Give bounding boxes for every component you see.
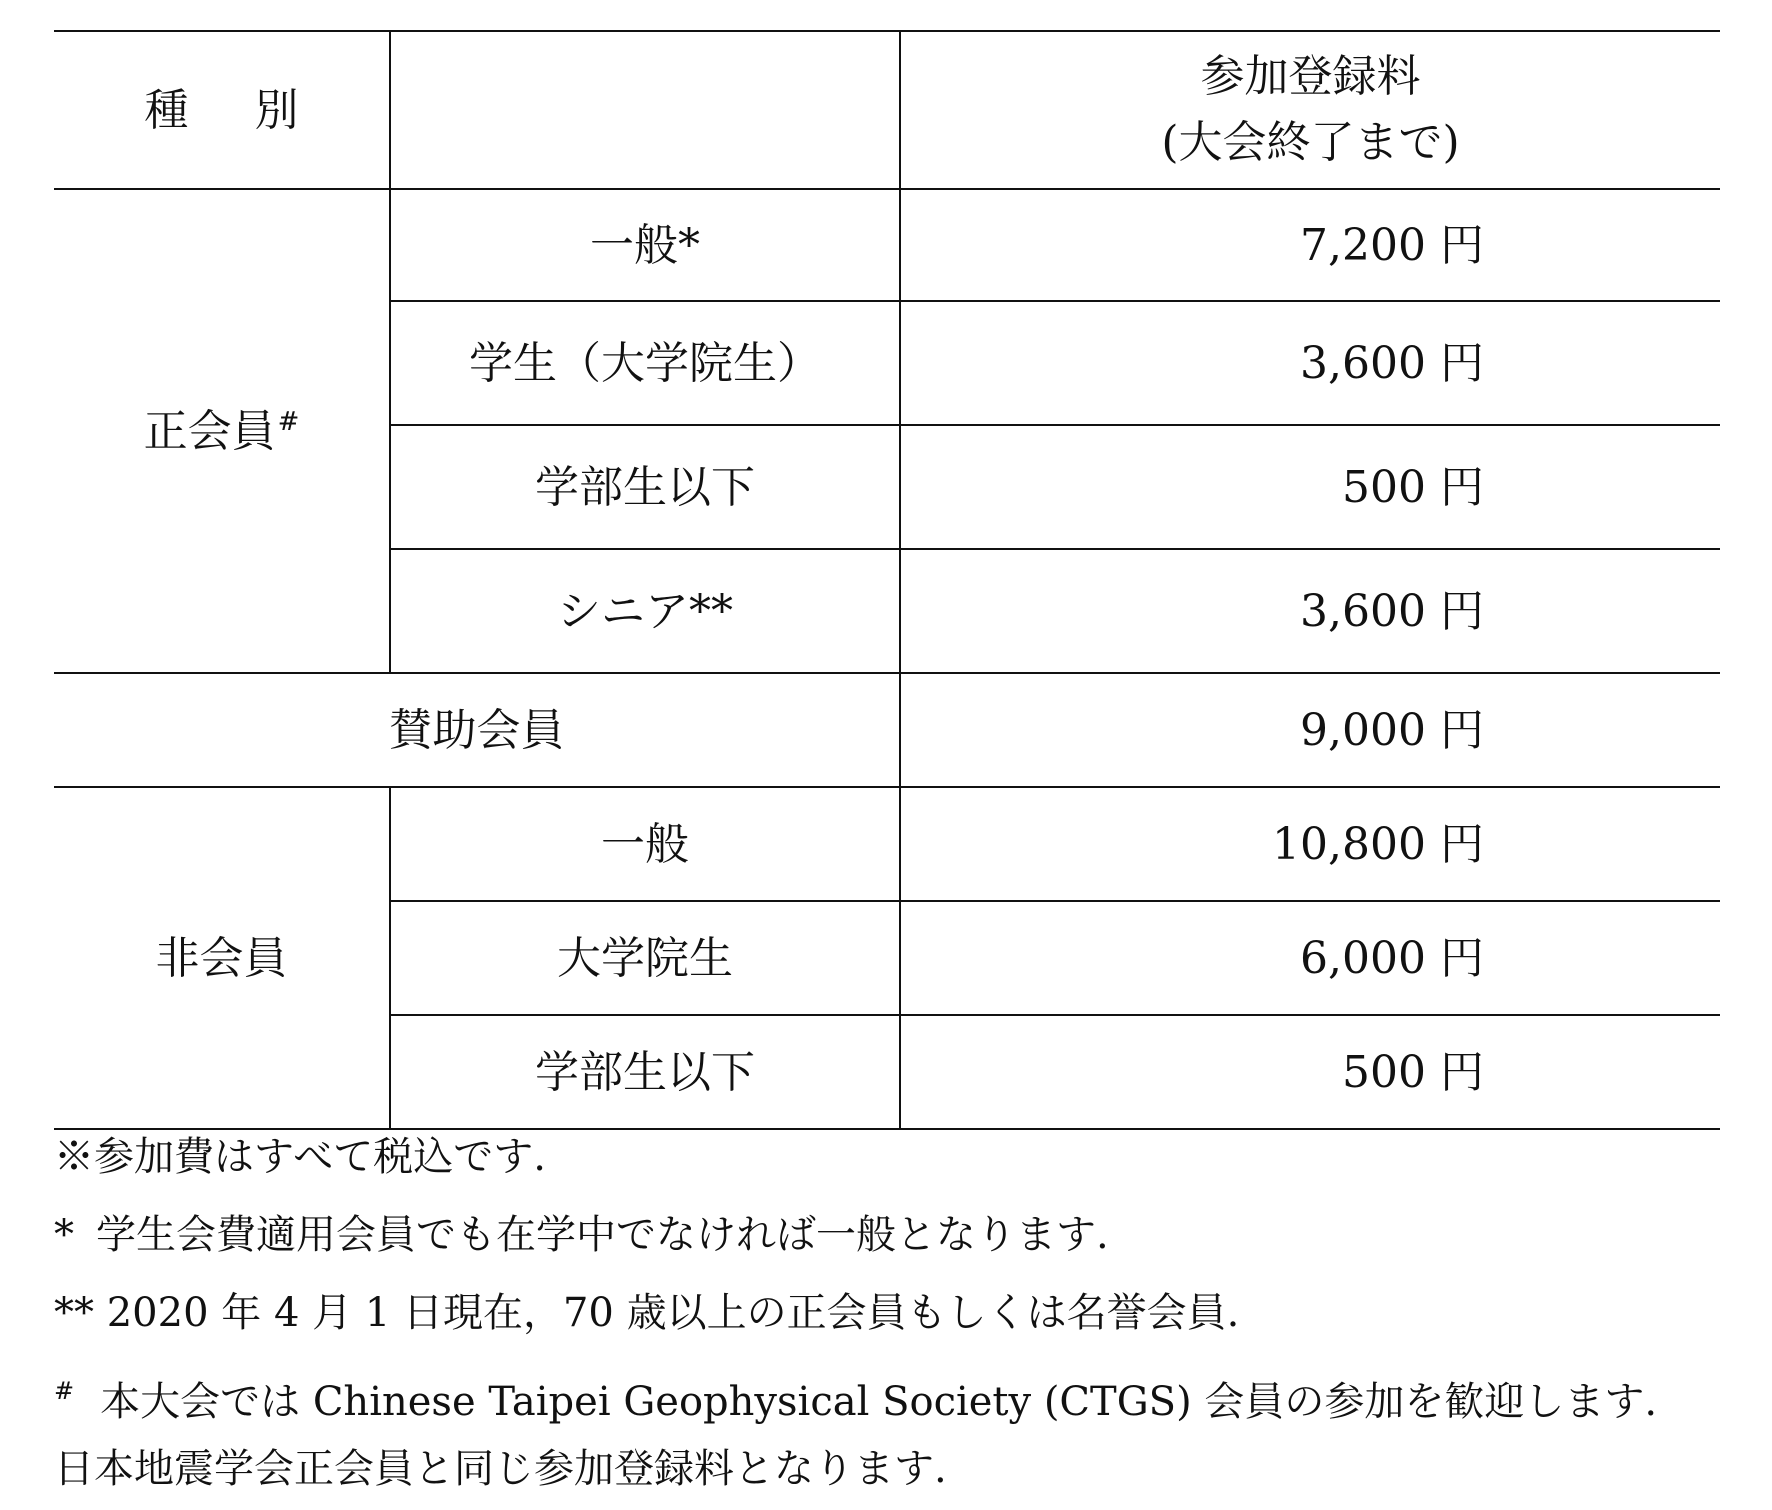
category-cell: 学生（大学院生） xyxy=(390,301,900,425)
regular-member-label-cell xyxy=(54,189,390,673)
kind-header-part2: 別 xyxy=(254,84,299,136)
fee-cell: 9,000 円 xyxy=(900,673,1720,787)
table-row xyxy=(54,189,1720,301)
note-general xyxy=(54,1196,1754,1274)
category-cell: 学部生以下 xyxy=(390,425,900,549)
table-row xyxy=(54,673,1720,787)
footnotes xyxy=(54,1118,1754,1508)
registration-fee-table xyxy=(54,30,1720,1130)
category-cell: 一般* xyxy=(390,189,900,301)
fee-cell: 500 円 xyxy=(900,1015,1720,1129)
category-cell: 一般 xyxy=(390,787,900,901)
note-tax: ※参加費はすべて税込です. xyxy=(54,1134,546,1180)
note-general-mark: * xyxy=(54,1212,74,1258)
fee-header-line2: (大会終了まで) xyxy=(1161,117,1460,168)
fee-header-line1: 参加登録料 xyxy=(1200,51,1421,102)
fee-cell: 500 円 xyxy=(900,425,1720,549)
category-cell: 大学院生 xyxy=(390,901,900,1015)
supporting-member-label: 賛助会員 xyxy=(54,673,900,787)
note-ctgs-text: 本大会では Chinese Taipei Geophysical Society (CTGS) 会員の参加を歓迎します. xyxy=(100,1379,1658,1425)
non-member-label: 非会員 xyxy=(54,787,390,1129)
category-cell: シニア** xyxy=(390,549,900,673)
fee-header-cell xyxy=(900,31,1720,189)
kind-header-cell xyxy=(54,31,390,189)
fee-cell: 7,200 円 xyxy=(900,189,1720,301)
fee-cell: 3,600 円 xyxy=(900,301,1720,425)
note-ctgs-mark: # xyxy=(54,1377,75,1405)
fee-cell: 6,000 円 xyxy=(900,901,1720,1015)
kind-header-part1: 種 xyxy=(144,84,189,136)
note-ctgs-continued: 日本地震学会正会員と同じ参加登録料となります. xyxy=(54,1446,947,1492)
regular-member-mark: # xyxy=(277,406,300,437)
note-ctgs xyxy=(54,1352,1754,1430)
table-header-row xyxy=(54,31,1720,189)
regular-member-label: 正会員 xyxy=(143,405,276,457)
fee-cell: 3,600 円 xyxy=(900,549,1720,673)
category-cell: 学部生以下 xyxy=(390,1015,900,1129)
empty-header-cell xyxy=(390,31,900,189)
table-row xyxy=(54,787,1720,901)
note-general-text: 学生会費適用会員でも在学中でなければ一般となります. xyxy=(96,1212,1109,1258)
note-senior: ** 2020 年 4 月 1 日現在，70 歳以上の正会員もしくは名誉会員. xyxy=(54,1290,1240,1336)
fee-cell: 10,800 円 xyxy=(900,787,1720,901)
